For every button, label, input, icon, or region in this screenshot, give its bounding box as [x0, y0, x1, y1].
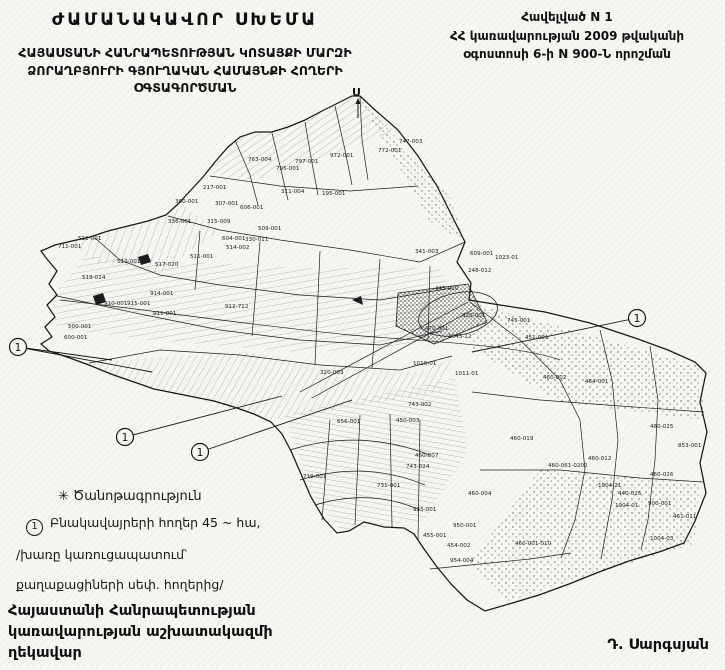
parcel-label: 606-001 — [240, 205, 264, 211]
parcel-label: 517-020 — [155, 262, 179, 268]
subtitle-line: ՕԳՏԱԳՈՐԾՄԱՆ — [133, 80, 237, 95]
parcel-label: 1004-21 — [598, 483, 622, 489]
footer-line: ղեկավար — [8, 645, 82, 662]
marker-leader-line — [18, 347, 112, 360]
parcel-label: 910-001 — [104, 301, 128, 307]
parcel-label: 460-025 — [650, 424, 674, 430]
annex-line: օգոստոսի 6-ի N 900-Ն որոշման — [463, 47, 671, 62]
signature-title-block — [8, 601, 273, 664]
parcel-label: 470-001 — [425, 326, 449, 332]
parcel-label: 656-001 — [337, 419, 361, 425]
north-letter: Ս — [352, 86, 361, 99]
parcel-label: 330-011 — [245, 237, 269, 243]
footer-line: կառավարության աշխատակազմի — [8, 624, 273, 641]
circled-one-marker-label: 1 — [633, 311, 641, 325]
parcel-label: 1011-01 — [455, 371, 479, 377]
subtitle-line: ՀԱՅԱՍՏԱՆԻ ՀԱՆՐԱՊԵՏՈՒԹՅԱՆ ԿՈՏԱՅՔԻ ՄԱՐԶԻ — [18, 45, 352, 60]
subtitle-line: ՁՈՐԱՂԲՅՈՒՐԻ ԳՅՈՒՂԱԿԱՆ ՀԱՄԱՅՆՔԻ ՀՈՂԵՐԻ — [27, 62, 343, 78]
parcel-label: 1004-03 — [650, 536, 674, 542]
parcel-label: 454-002 — [447, 543, 471, 549]
parcel-label: 954-004 — [450, 558, 474, 564]
footer-line: Հայաստանի Հանրապետության — [8, 603, 256, 619]
parcel-label: 743-024 — [406, 464, 430, 470]
parcel-label: 915-001 — [127, 301, 151, 307]
parcel-label: 460-061-0202 — [548, 463, 588, 469]
parcel-label: 763-004 — [248, 157, 272, 163]
parcel-label: 772-001 — [378, 148, 402, 154]
parcel-label: 460-002 — [543, 375, 567, 381]
parcel-label: 445-010 — [435, 286, 459, 292]
parcel-label: 509-001 — [258, 226, 282, 232]
parcel-label: 307-001 — [215, 201, 239, 207]
parcel-label: 460-019 — [510, 436, 534, 442]
page-title: ԺԱՄԱՆԱԿԱՎՈՐ ՍԽԵՄԱ — [51, 10, 319, 30]
parcel-label: 460-007 — [415, 453, 439, 459]
legend-note-text: Ծանոթագրություն — [73, 489, 202, 504]
parcel-label: 519-014 — [82, 275, 106, 281]
parcel-label: 747-003 — [399, 139, 423, 145]
parcel-label: 900-001 — [648, 501, 672, 507]
parcel-label: 1010-01 — [413, 361, 437, 367]
parcel-label: 914-001 — [150, 291, 174, 297]
parcel-label: 440-025 — [618, 491, 642, 497]
parcel-label: 719-001 — [303, 474, 327, 480]
parcel-label: 461-011 — [673, 514, 697, 520]
circled-one-marker-label: 1 — [121, 430, 129, 444]
parcel-label: 513-001 — [117, 259, 141, 265]
parcel-label: 853-001 — [678, 443, 702, 449]
parcel-label: 341-003 — [415, 249, 439, 255]
parcel-label: 1904-01 — [615, 503, 639, 509]
parcel-label: 450-003 — [396, 418, 420, 424]
parcel-label: 955-001 — [413, 507, 437, 513]
legend-item-settlement-lands — [26, 515, 260, 536]
parcel-label: 451-001 — [525, 335, 549, 341]
signature-name: Դ. Սարգսյան — [607, 637, 709, 653]
annex-line: ՀՀ կառավարության 2009 թվականի — [449, 28, 685, 43]
parcel-label: 745-001 — [507, 318, 531, 324]
legend-note-title — [58, 489, 202, 504]
parcel-label: 950-001 — [453, 523, 477, 529]
parcel-label: 300-001 — [175, 199, 199, 205]
parcel-label: 460-001-010 — [515, 541, 552, 547]
parcel-label: 460-012 — [588, 456, 612, 462]
circled-one-icon: 1 — [26, 519, 43, 536]
page-subtitle — [5, 44, 365, 97]
parcel-label: 797-001 — [295, 159, 319, 165]
parcel-label: 455-001 — [423, 533, 447, 539]
parcel-label: 511-001 — [190, 254, 214, 260]
parcel-label: 1023-01 — [495, 255, 519, 261]
parcel-label: 336-001 — [168, 219, 192, 225]
parcel-label: 795-001 — [276, 166, 300, 172]
parcel-label: 311-004 — [281, 189, 305, 195]
asterisk-icon: ✳ — [58, 489, 69, 504]
parcel-label: 920-001 — [462, 313, 486, 319]
parcel-label: 711-001 — [58, 244, 82, 250]
stippled-zones — [360, 100, 704, 602]
legend-item1-text: Բնակավայրերի հողեր 45 ~ հա, — [49, 515, 261, 530]
circled-one-marker-label: 1 — [196, 445, 204, 459]
parcel-label: 248-012 — [468, 268, 492, 274]
parcel-label: 195-001 — [322, 191, 346, 197]
parcel-label: 743-002 — [408, 402, 432, 408]
parcel-label: 512-001 — [78, 236, 102, 242]
annex-note — [417, 8, 717, 64]
parcel-label: 609-001 — [470, 251, 494, 257]
parcel-label: 460-004 — [468, 491, 492, 497]
parcel-label: 464-001 — [585, 379, 609, 385]
circled-one-marker-label: 1 — [14, 340, 22, 354]
annex-line: Հավելված N 1 — [521, 10, 613, 24]
legend-item2-text: /խառը կառուցապատում՝ — [16, 547, 188, 562]
parcel-label: 972-001 — [330, 153, 354, 159]
parcel-label: 912-712 — [225, 304, 249, 310]
parcel-label: 460-026 — [650, 472, 674, 478]
parcel-label: 1043-12 — [448, 334, 472, 340]
parcel-label: 911-001 — [153, 311, 177, 317]
legend-item3-text: քաղաքացիների սեփ. հողերից/ — [16, 577, 224, 592]
parcel-label: 731-001 — [377, 483, 401, 489]
parcel-label: 600-001 — [64, 335, 88, 341]
parcel-label: 315-009 — [207, 219, 231, 225]
parcel-label: 500-001 — [68, 324, 92, 330]
parcel-label: 514-002 — [226, 245, 250, 251]
parcel-label: 320-003 — [320, 370, 344, 376]
parcel-label: 604-001 — [222, 236, 246, 242]
parcel-label: 217-001 — [203, 185, 227, 191]
